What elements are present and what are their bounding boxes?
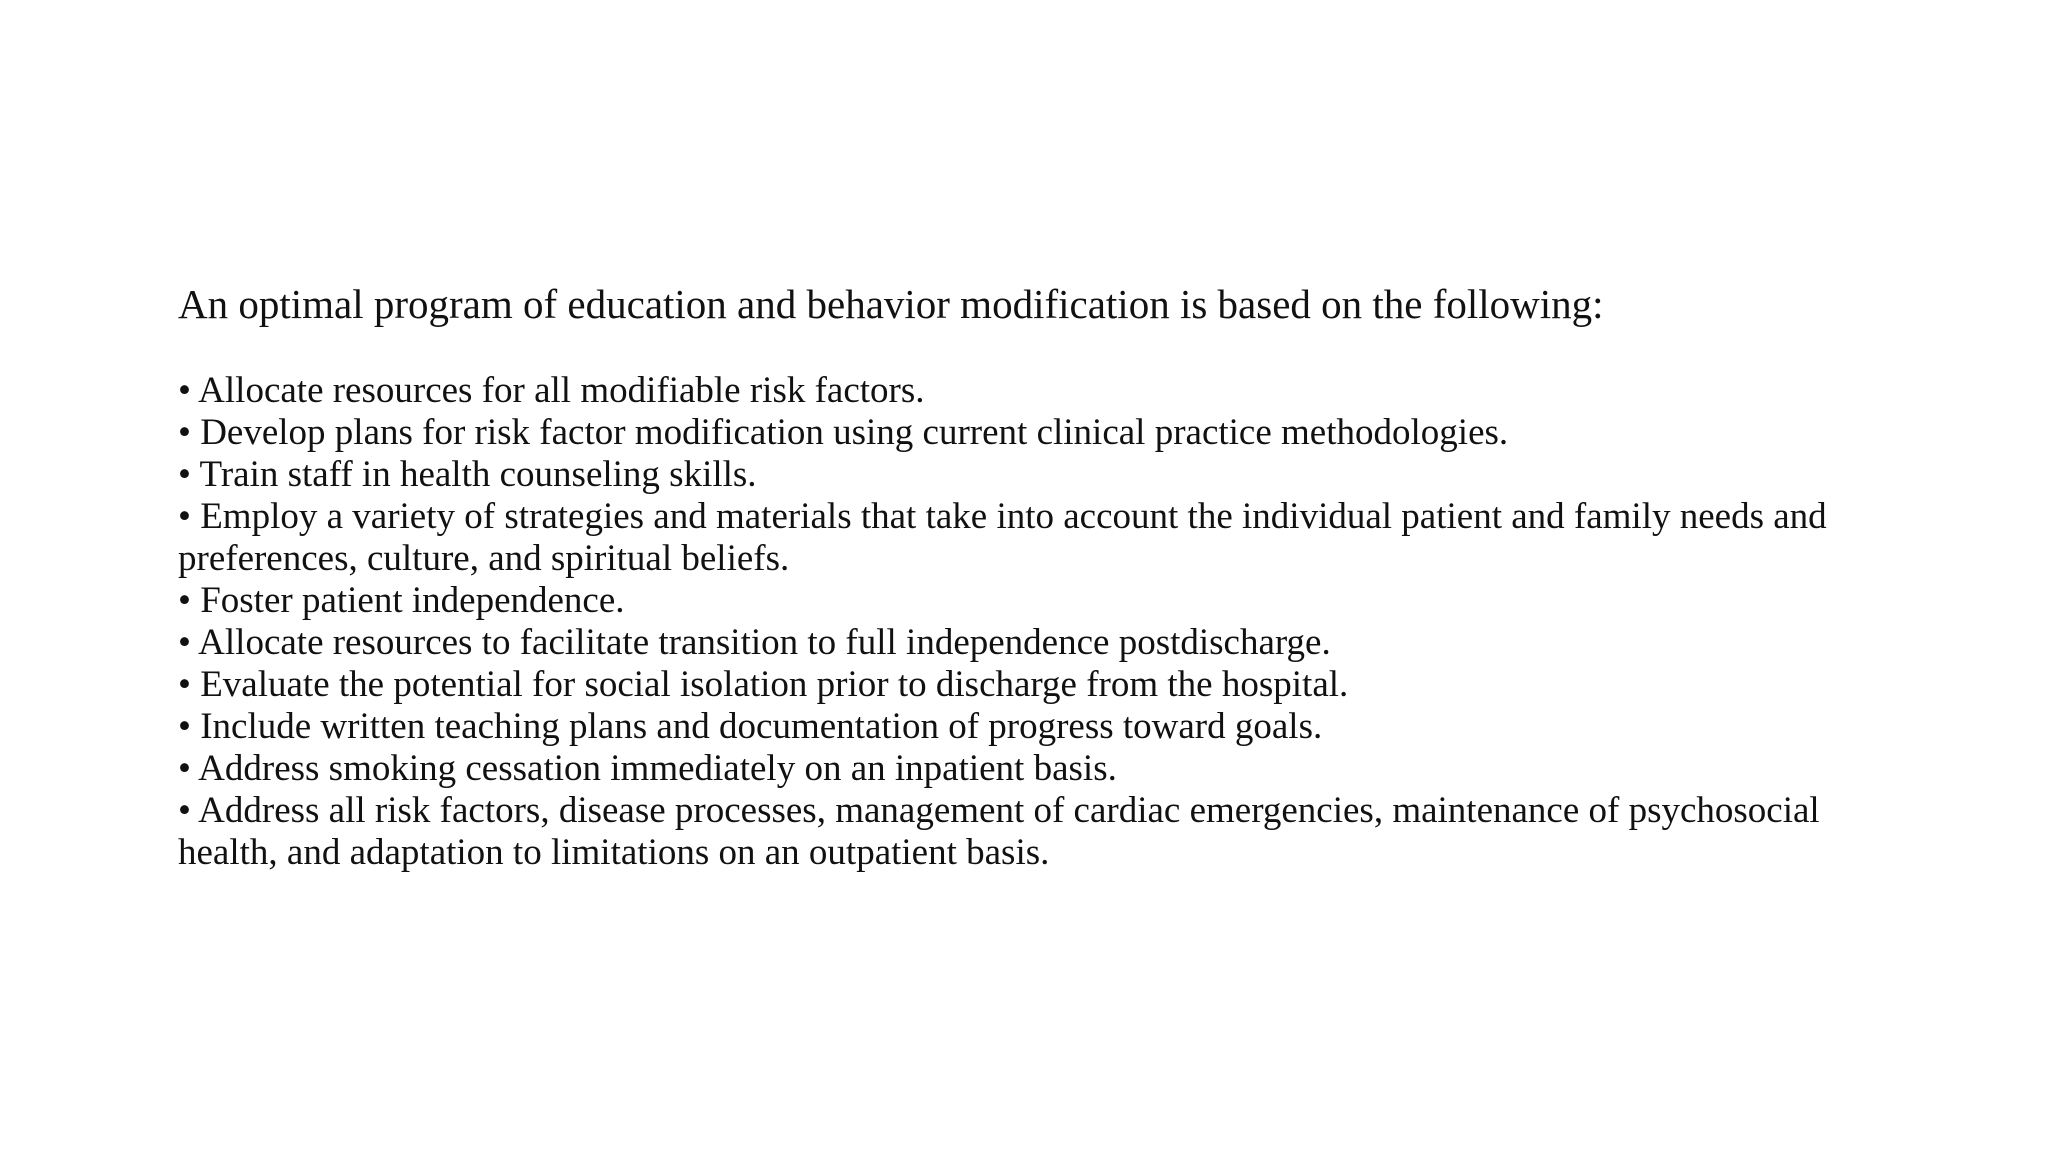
bullet-item-employ-strategies: • Employ a variety of strategies and materials that take into account the individual patient and family needs and preferences, culture, and spiritual beliefs.	[178, 496, 1827, 579]
bullet-item-facilitate-transition: • Allocate resources to facilitate transition to full independence postdischarge.	[178, 622, 1331, 663]
slide-content	[178, 276, 1918, 874]
bullet-item-train-staff: • Train staff in health counseling skills.	[178, 454, 757, 495]
bullet-item-teaching-plans: • Include written teaching plans and documentation of progress toward goals.	[178, 706, 1323, 747]
bullet-item-evaluate-isolation: • Evaluate the potential for social isolation prior to discharge from the hospital.	[178, 664, 1349, 705]
slide-heading: An optimal program of education and behavior modification is based on the following:	[178, 281, 1604, 327]
bullet-item-address-risk-factors: • Address all risk factors, disease processes, management of cardiac emergencies, maintenance of psychosocial health, and adaptation to limitations on an outpatient basis.	[178, 790, 1820, 873]
bullet-item-smoking-cessation: • Address smoking cessation immediately on an inpatient basis.	[178, 748, 1117, 789]
bullet-item-foster-independence: • Foster patient independence.	[178, 580, 625, 621]
bullet-item-develop-plans: • Develop plans for risk factor modification using current clinical practice methodologies.	[178, 412, 1509, 453]
bullet-list	[178, 370, 1918, 874]
bullet-item-allocate-resources: • Allocate resources for all modifiable risk factors.	[178, 370, 925, 411]
